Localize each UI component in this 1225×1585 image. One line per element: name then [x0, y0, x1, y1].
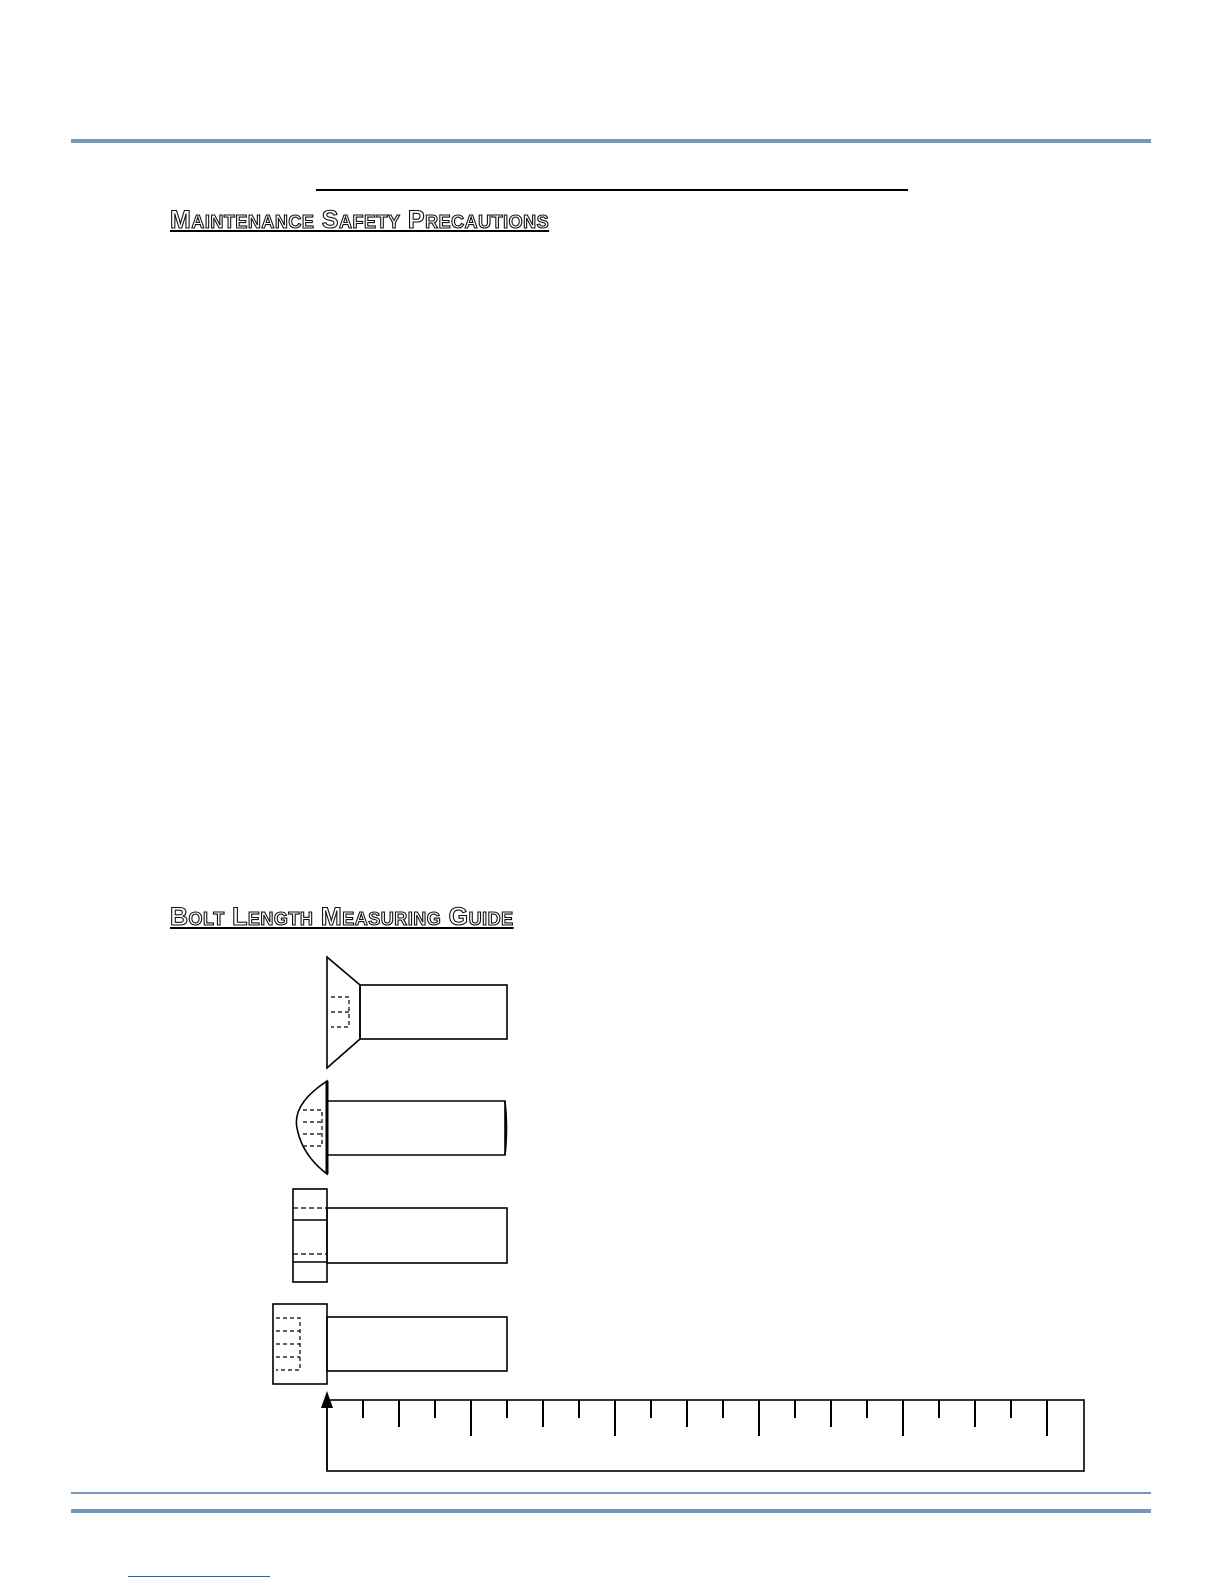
button-head-socket-bolt: [296, 1081, 506, 1174]
measuring-ruler: [327, 1400, 1084, 1471]
footer-rule-thick: [71, 1509, 1151, 1513]
socket-head-cap-bolt: [273, 1304, 507, 1384]
flat-head-socket-bolt: [327, 957, 507, 1068]
hex-head-bolt: [293, 1189, 507, 1282]
ruler-ticks: [363, 1400, 1047, 1436]
footer-rule-thin: [71, 1492, 1151, 1494]
maintenance-safety-heading: Maintenance Safety Precautions: [170, 206, 550, 234]
bolt-guide-heading: Bolt Length Measuring Guide: [170, 903, 514, 931]
footer-link-underline: [128, 1576, 270, 1577]
